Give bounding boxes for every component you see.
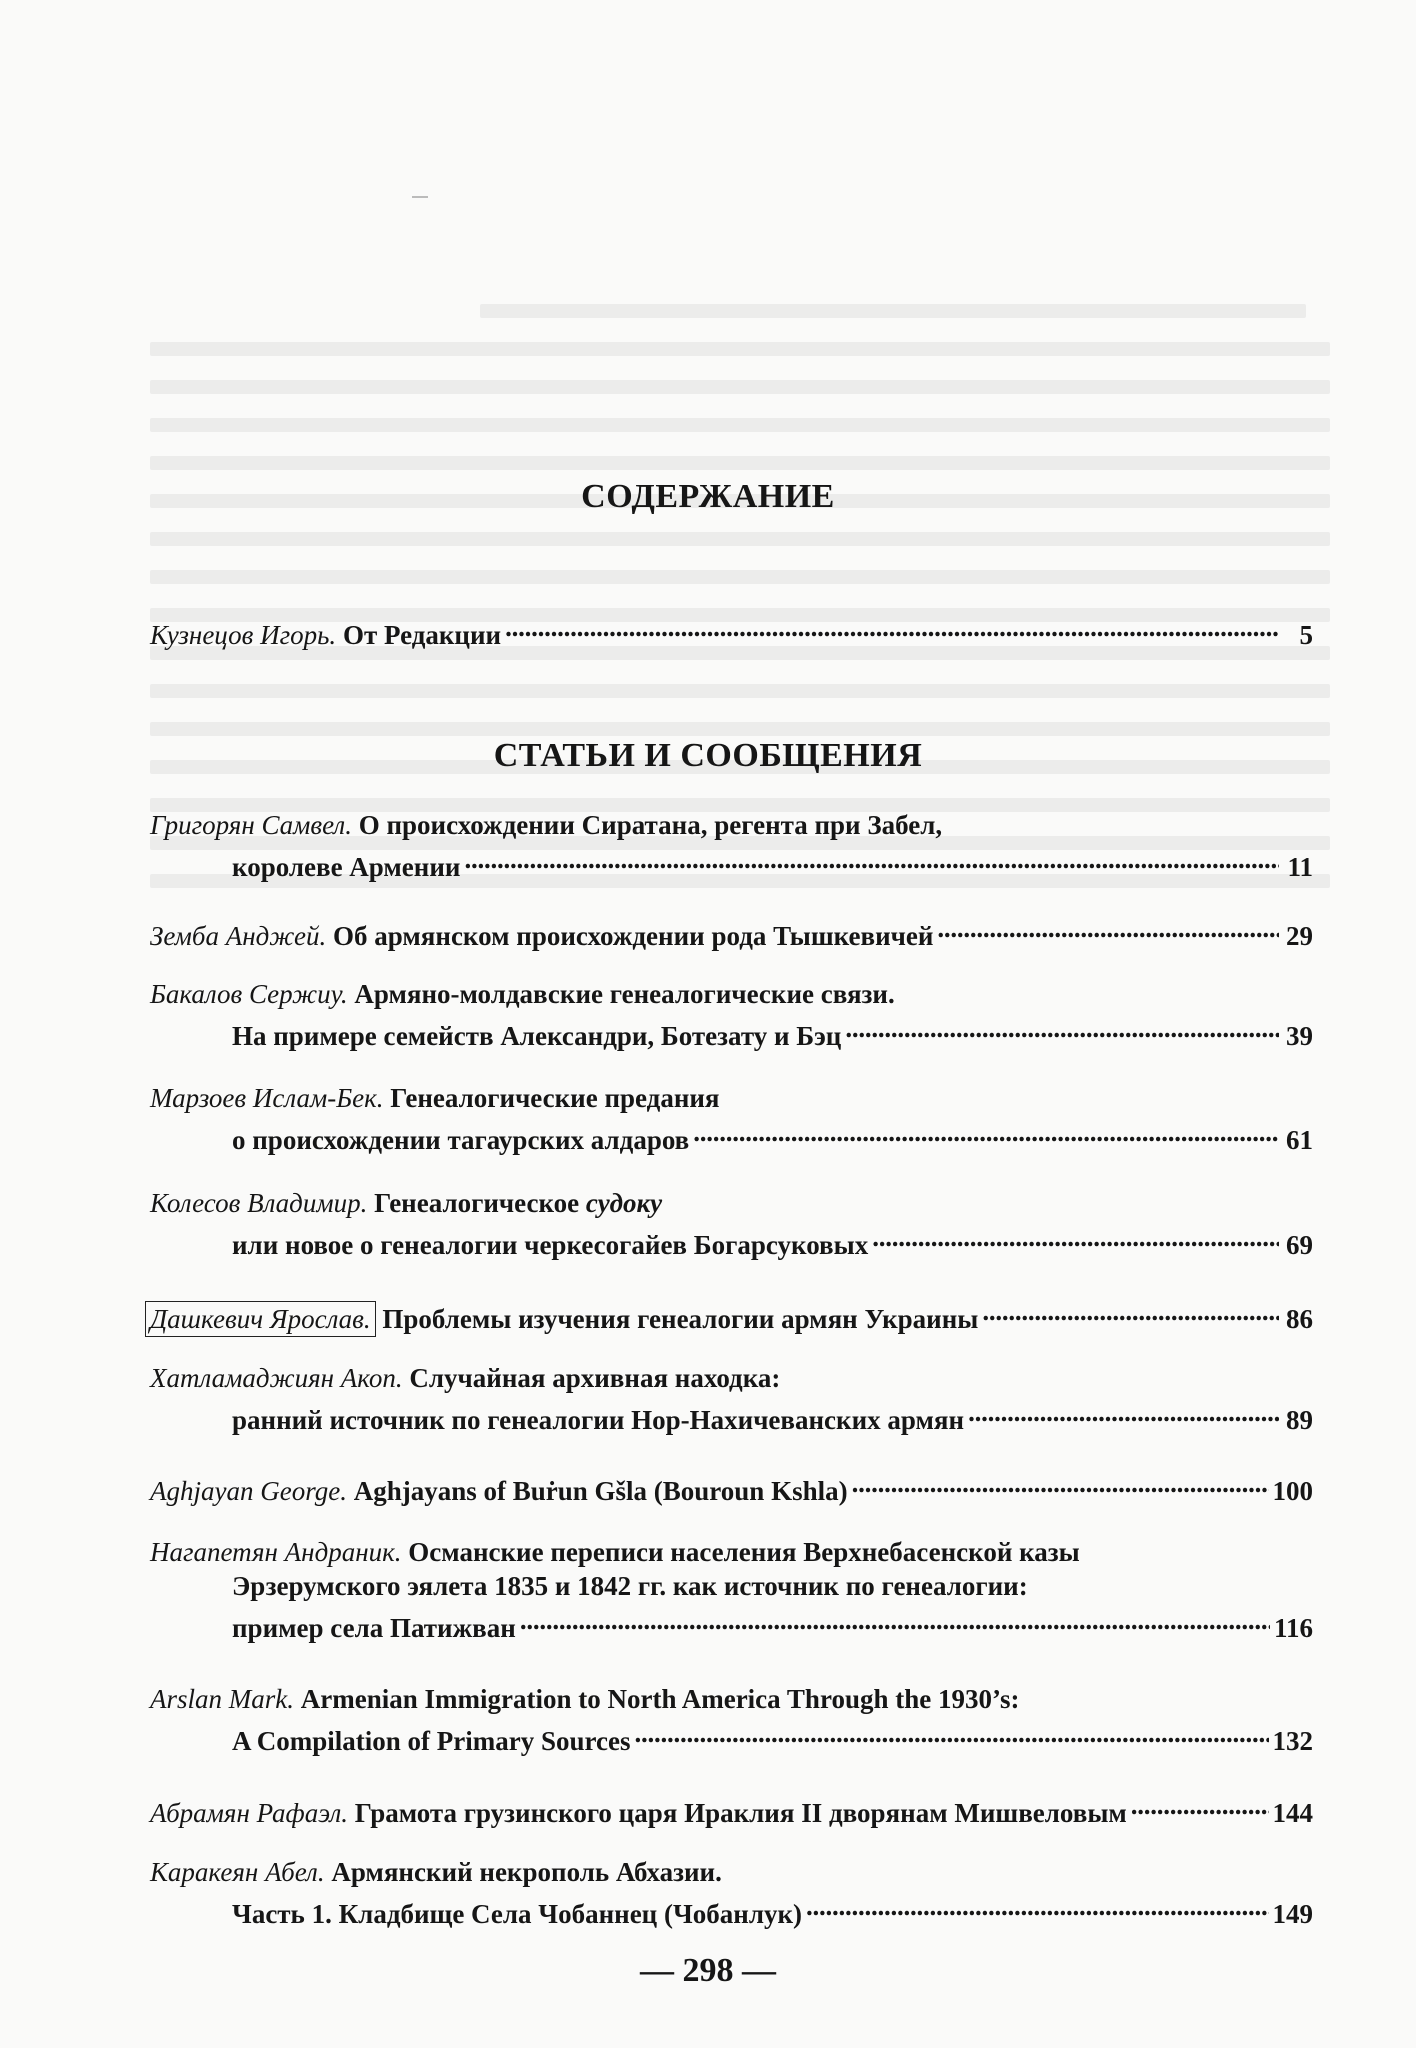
toc-entry	[150, 1466, 1313, 1506]
entry-title: От Редакции	[342, 620, 502, 650]
leader-dots	[806, 1889, 1268, 1923]
toc-entry	[150, 1361, 1313, 1435]
entry-author: Григорян Самвел.	[150, 810, 352, 840]
entry-title-continued: о происхождении тагаурских алдаров	[232, 1125, 690, 1155]
entry-title: Aghjayans of Buṙun Gšla (Bouroun Kshla)	[353, 1476, 848, 1506]
entry-title: Об армянском происхождении рода Тышкевичей	[333, 921, 934, 951]
entry-page-number: 100	[1272, 1476, 1313, 1506]
toc-entry	[150, 977, 1313, 1051]
toc-entry	[150, 808, 1313, 882]
toc-entry	[150, 1788, 1313, 1828]
entry-title: О происхождении Сиратана, регента при Забел,	[358, 810, 943, 840]
entry-title: Случайная архивная находка:	[409, 1363, 781, 1393]
entry-page-number: 132	[1272, 1726, 1313, 1756]
toc-entry	[150, 1186, 1313, 1260]
entry-page-number: 144	[1272, 1798, 1313, 1828]
entry-author: Земба Анджей.	[150, 921, 327, 951]
leader-dots	[464, 842, 1279, 876]
entry-title-continued: ранний источник по генеалогии Нор-Нахичеванских армян	[232, 1405, 965, 1435]
entry-page-number: 11	[1287, 852, 1313, 882]
entry-author: Каракеян Абел.	[150, 1857, 325, 1887]
page-number-footer: — 298 —	[640, 1952, 776, 1989]
leader-dots	[852, 1466, 1269, 1500]
entry-title: Армяно-молдавские генеалогические связи.	[354, 979, 895, 1009]
leader-dots	[505, 610, 1279, 644]
entry-page-number: 39	[1286, 1021, 1313, 1051]
entry-title-continued: королеве Армении	[232, 852, 461, 882]
entry-title-continued: Эрзерумского эялета 1835 и 1842 гг. как источник по генеалогии:	[232, 1571, 1028, 1601]
leader-dots	[1131, 1788, 1269, 1822]
entry-title: Armenian Immigration to North America Through the 1930’s:	[300, 1684, 1020, 1714]
entry-page-number: 116	[1273, 1613, 1313, 1643]
entry-title: Грамота грузинского царя Ираклия II дворянам Мишвеловым	[354, 1798, 1127, 1828]
entry-author: Хатламаджиян Акоп.	[150, 1363, 403, 1393]
entry-author: Марзоев Ислам-Бек.	[150, 1083, 384, 1113]
entry-author: Колесов Владимир.	[150, 1188, 368, 1218]
entry-title-continued: или новое о генеалогии черкесогайев Богарсуковых	[232, 1230, 869, 1260]
entry-author: Бакалов Сержиу.	[150, 979, 348, 1009]
leader-dots	[845, 1011, 1279, 1045]
entry-title-continued: пример села Патижван	[232, 1613, 516, 1643]
entry-page-number: 89	[1286, 1405, 1313, 1435]
leader-dots	[634, 1716, 1268, 1750]
contents-heading: СОДЕРЖАНИЕ	[581, 478, 835, 515]
leader-dots	[968, 1395, 1279, 1429]
entry-author: Кузнецов Игорь.	[150, 620, 337, 650]
entry-author: Aghjayan George.	[150, 1476, 347, 1506]
leader-dots	[937, 911, 1279, 945]
toc-entry	[150, 911, 1313, 951]
toc-entry	[150, 1535, 1313, 1643]
entry-title: Генеалогическое	[374, 1188, 580, 1218]
entry-author: Нагапетян Андраник.	[150, 1537, 402, 1567]
entry-author-boxed: Дашкевич Ярослав.	[145, 1301, 376, 1337]
entry-page-number: 5	[1299, 620, 1313, 650]
leader-dots	[982, 1294, 1279, 1328]
entry-author: Arslan Mark.	[150, 1684, 294, 1714]
entry-author: Абрамян Рафаэл.	[150, 1798, 348, 1828]
entry-title: Генеалогические предания	[390, 1083, 720, 1113]
entry-page-number: 29	[1286, 921, 1313, 951]
toc-entry	[150, 1855, 1313, 1929]
articles-heading: СТАТЬИ И СООБЩЕНИЯ	[493, 737, 923, 774]
toc-entry	[150, 610, 1313, 650]
entry-title-continued: Часть 1. Кладбище Села Чобаннец (Чобанлук)	[232, 1899, 803, 1929]
entry-page-number: 86	[1286, 1304, 1313, 1334]
entry-page-number: 69	[1286, 1230, 1313, 1260]
entry-title: Проблемы изучения генеалогии армян Украины	[382, 1304, 979, 1334]
toc-entry	[150, 1081, 1313, 1155]
entry-title-continued: A Compilation of Primary Sources	[232, 1726, 631, 1756]
toc-entry	[150, 1294, 1313, 1334]
entry-title-continued: На примере семейств Александри, Ботезату и Бэц	[232, 1021, 842, 1051]
toc-entry	[150, 1682, 1313, 1756]
entry-title: Армянский некрополь Абхазии.	[331, 1857, 722, 1887]
leader-dots	[872, 1220, 1279, 1254]
leader-dots	[693, 1115, 1279, 1149]
leader-dots	[520, 1603, 1270, 1637]
entry-title: Османские переписи населения Верхнебасенской казы	[408, 1537, 1080, 1567]
entry-title-italic-word: судоку	[585, 1188, 663, 1218]
entry-page-number: 149	[1272, 1899, 1313, 1929]
entry-page-number: 61	[1286, 1125, 1313, 1155]
